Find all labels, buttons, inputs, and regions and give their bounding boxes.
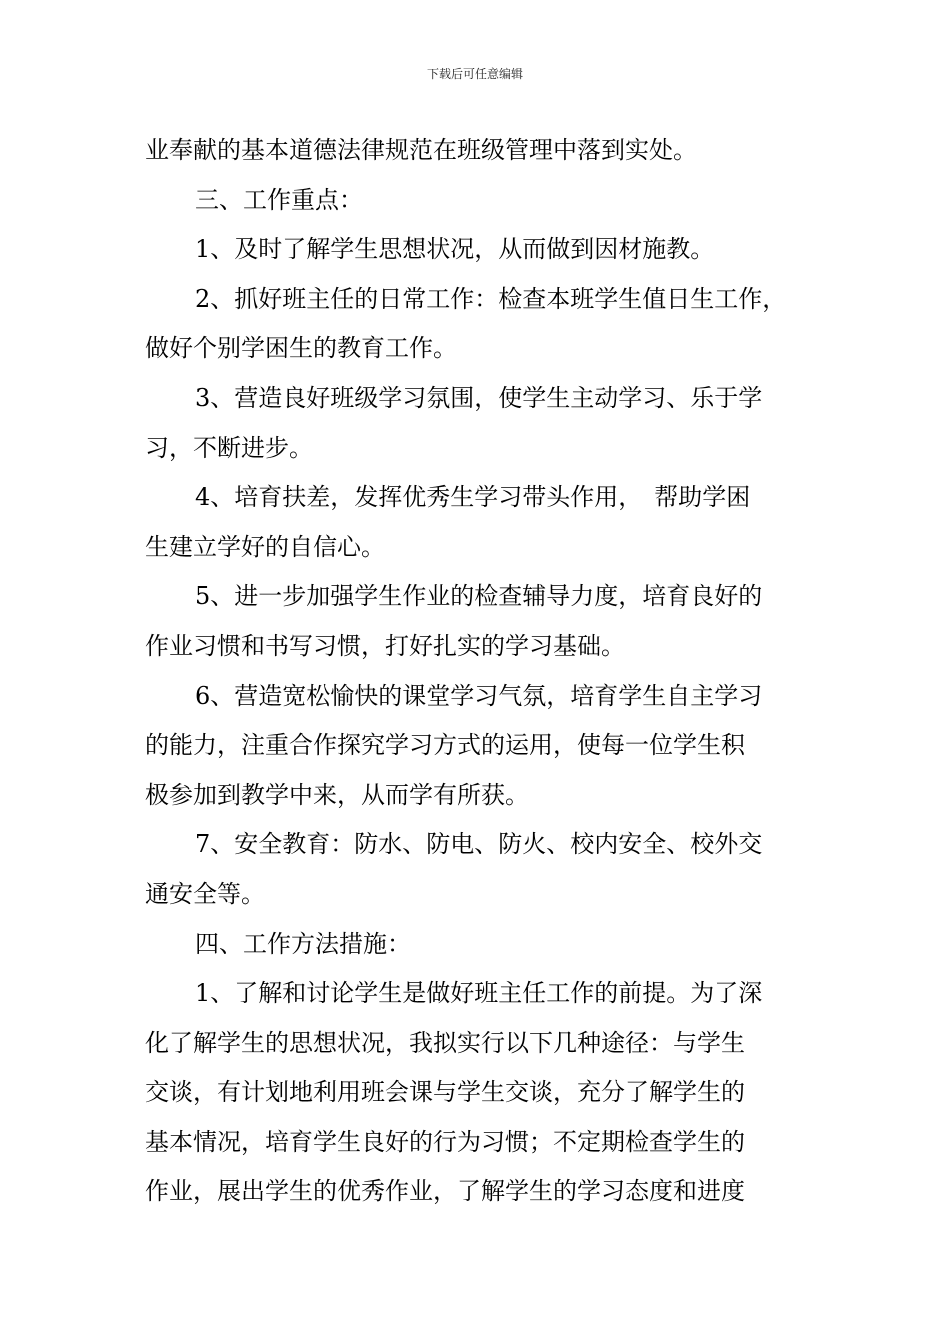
text-line: 做好个别学困生的教育工作。 [145,334,457,363]
text-line: 交谈，有计划地利用班会课与学生交谈，充分了解学生的 [145,1078,745,1107]
text-line: 3、营造良好班级学习氛围，使学生主动学习、乐于学 [195,383,763,412]
text-line: 4、培育扶差，发挥优秀生学习带头作用， 帮助学困 [195,483,751,512]
text-line: 四、工作方法措施： [195,929,411,958]
text-line: 通安全等。 [145,879,265,908]
text-line: 极参加到教学中来，从而学有所获。 [145,780,529,809]
text-line: 6、营造宽松愉快的课堂学习气氛，培育学生自主学习 [195,681,763,710]
text-line: 的能力，注重合作探究学习方式的运用，使每一位学生积 [145,731,745,760]
text-line: 基本情况，培育学生良好的行为习惯；不定期检查学生的 [145,1127,745,1156]
text-line: 作业习惯和书写习惯，打好扎实的学习基础。 [145,631,625,660]
text-line: 1、了解和讨论学生是做好班主任工作的前提。为了深 [195,979,763,1008]
text-line: 2、抓好班主任的日常工作：检查本班学生值日生工作， [195,284,787,313]
text-line: 生建立学好的自信心。 [145,532,385,561]
text-line: 5、进一步加强学生作业的检查辅导力度，培育良好的 [195,582,763,611]
text-line: 业奉献的基本道德法律规范在班级管理中落到实处。 [145,136,697,164]
text-line: 习，不断进步。 [145,433,313,462]
text-line: 化了解学生的思想状况，我拟实行以下几种途径：与学生 [145,1028,745,1057]
document-body [145,126,810,1217]
text-line: 1、及时了解学生思想状况，从而做到因材施教。 [195,235,715,264]
page-header: 下载后可任意编辑 [426,67,523,81]
text-line: 7、安全教育：防水、防电、防火、校内安全、校外交 [195,830,763,859]
text-line: 三、工作重点： [195,185,363,214]
text-line: 作业，展出学生的优秀作业，了解学生的学习态度和进度 [145,1177,745,1206]
